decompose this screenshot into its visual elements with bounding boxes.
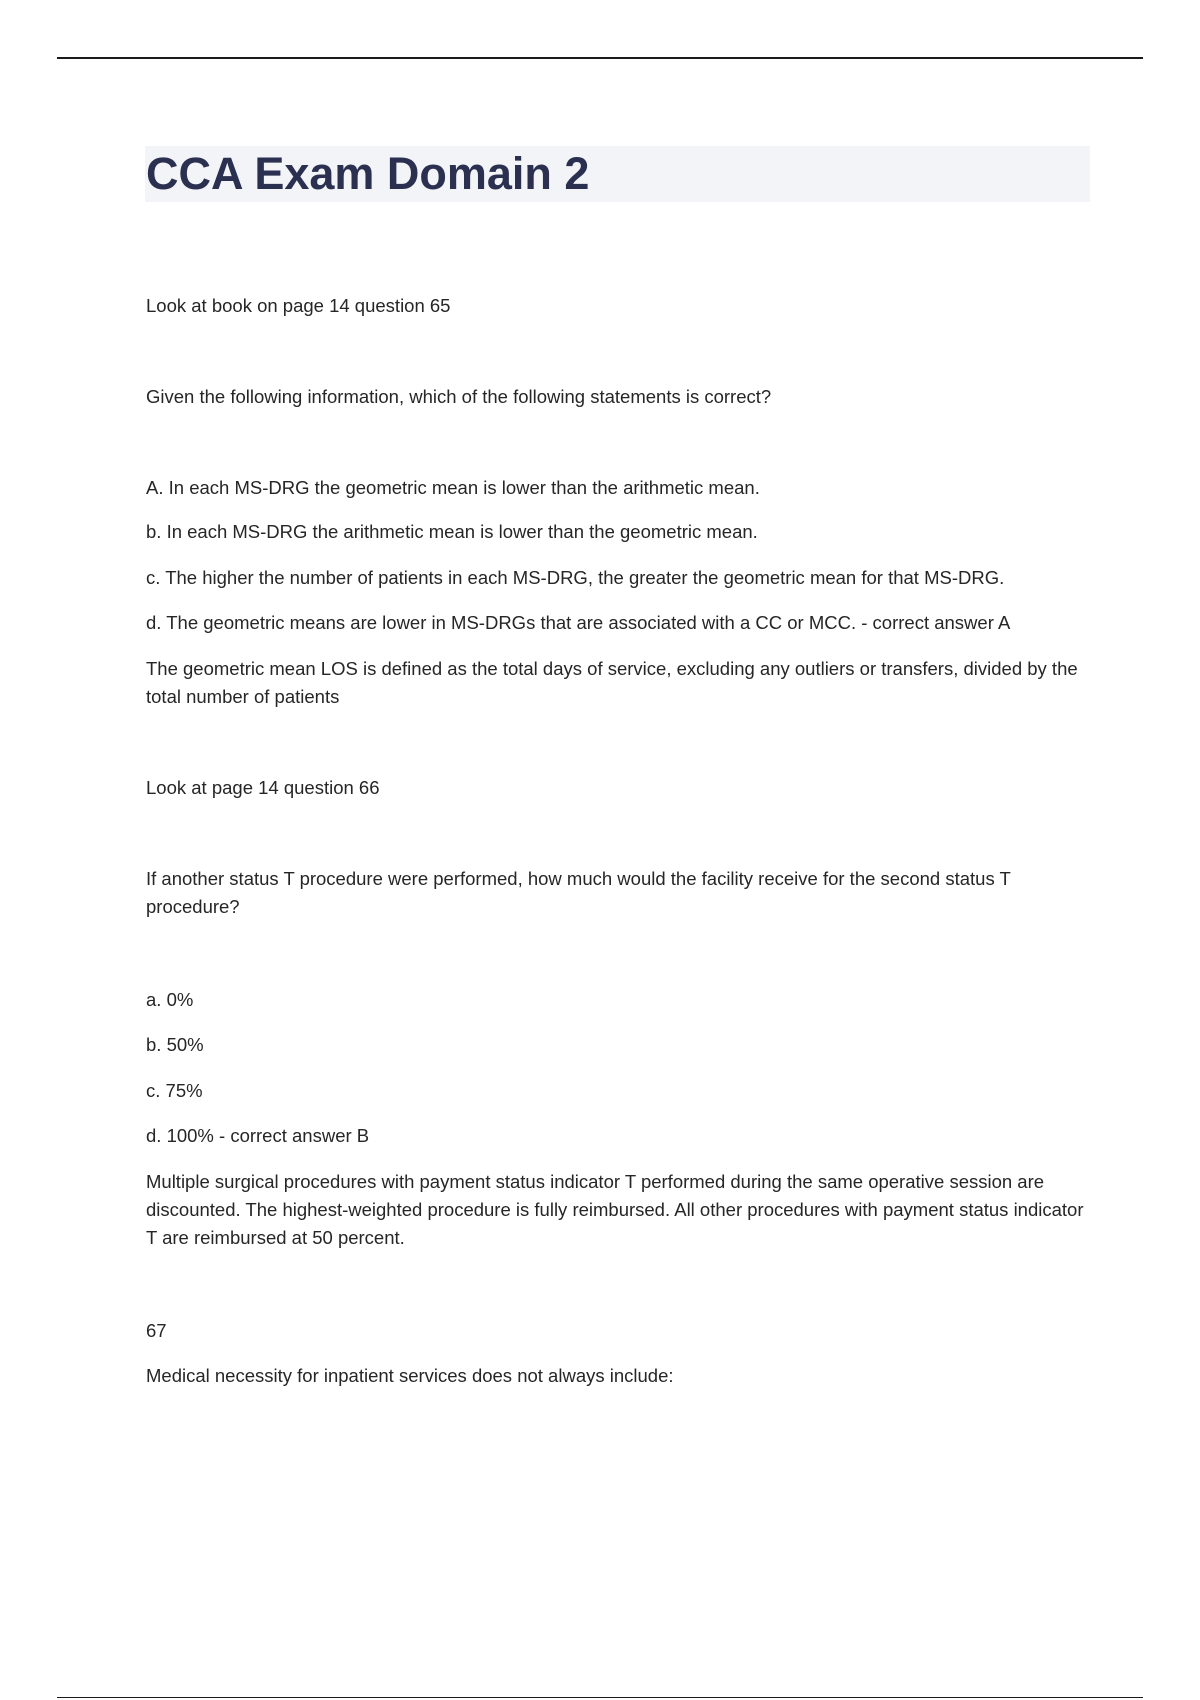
q66-option-c: c. 75% [146, 1080, 203, 1101]
q66-explanation: Multiple surgical procedures with payment status indicator T performed during the same operative session are discounted. The highest-weighted procedure is fully reimbursed. All other procedures with payment status indicator T are reimbursed at 50 percent. [146, 1171, 1084, 1248]
q65-option-b: b. In each MS-DRG the arithmetic mean is lower than the geometric mean. [146, 521, 758, 542]
q66-option-a: a. 0% [146, 989, 194, 1010]
q66-reference: Look at page 14 question 66 [146, 777, 380, 798]
bottom-rule [57, 1697, 1143, 1698]
q66-question: If another status T procedure were performed, how much would the facility receive for the second status T procedure? [146, 868, 1011, 917]
q65-reference: Look at book on page 14 question 65 [146, 295, 451, 316]
q67-question: Medical necessity for inpatient services does not always include: [146, 1365, 674, 1386]
q67-number: 67 [146, 1320, 167, 1341]
q66-option-b: b. 50% [146, 1034, 204, 1055]
page-title: CCA Exam Domain 2 [146, 148, 590, 199]
top-rule [57, 57, 1143, 59]
q65-option-d: d. The geometric means are lower in MS-DRGs that are associated with a CC or MCC. - correct answer A [146, 612, 1011, 633]
q65-explanation: The geometric mean LOS is defined as the total days of service, excluding any outliers or transfers, divided by the total number of patients [146, 658, 1078, 707]
q65-question: Given the following information, which of the following statements is correct? [146, 386, 772, 407]
q65-option-c: c. The higher the number of patients in each MS-DRG, the greater the geometric mean for that MS-DRG. [146, 567, 1005, 588]
q66-option-d: d. 100% - correct answer B [146, 1125, 370, 1146]
q65-option-a: A. In each MS-DRG the geometric mean is lower than the arithmetic mean. [146, 477, 760, 498]
